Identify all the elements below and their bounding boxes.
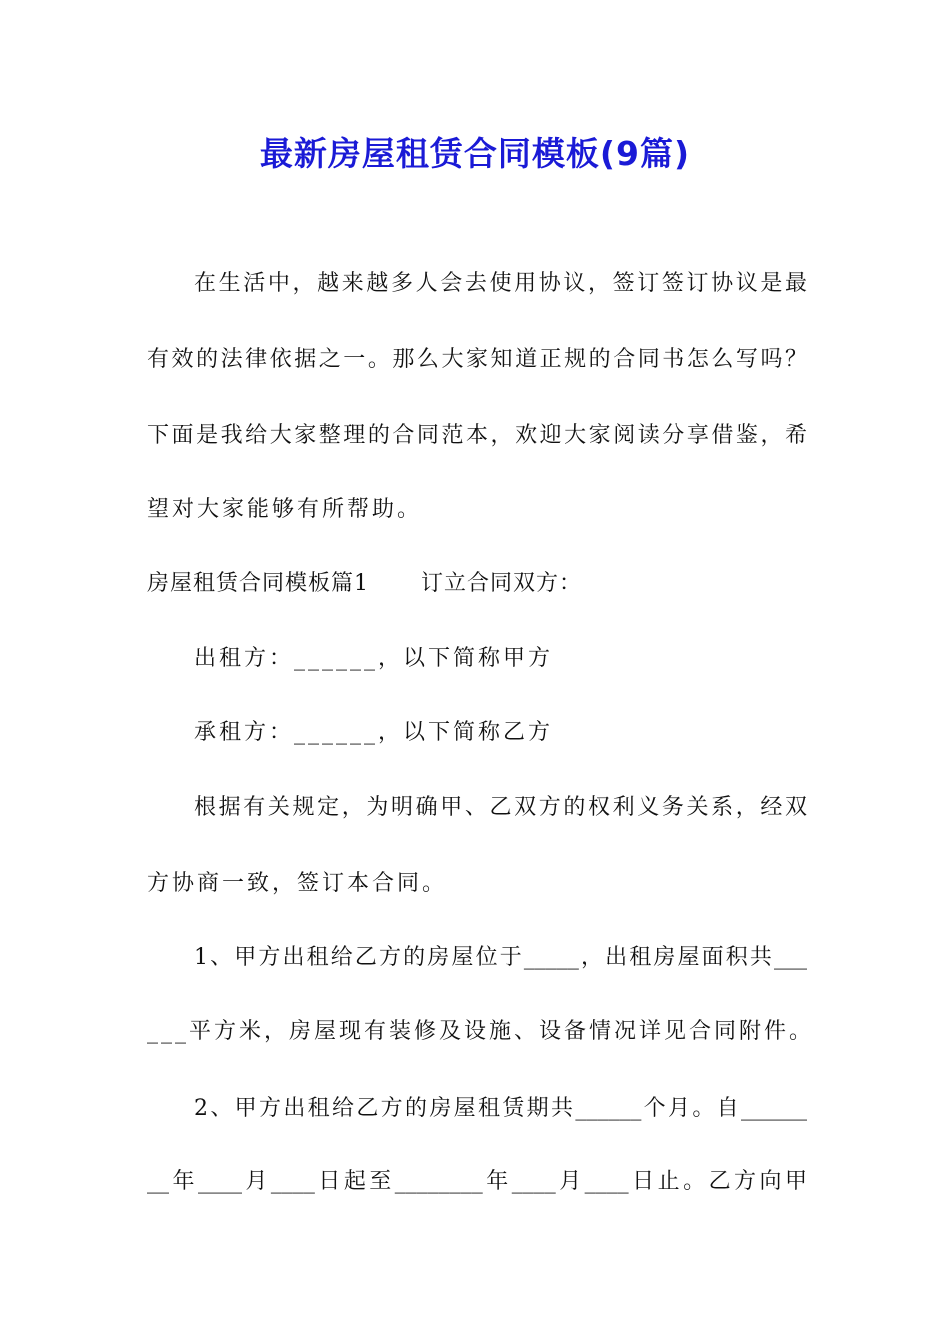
basis-line-2: 方协商一致，签订本合同。 [147, 871, 448, 896]
intro-line-1: 在生活中，越来越多人会去使用协议，签订签订协议是最 [194, 271, 807, 296]
intro-line-3: 下面是我给大家整理的合同范本，欢迎大家阅读分享借鉴，希 [147, 423, 807, 448]
intro-line-4: 望对大家能够有所帮助。 [147, 497, 423, 522]
clause2-line-2: __年____月____日起至________年____月____日止。乙方向甲 [147, 1169, 807, 1194]
basis-line-1: 根据有关规定，为明确甲、乙双方的权利义务关系，经双 [194, 795, 807, 820]
clause1-line-2: ___平方米，房屋现有装修及设施、设备情况详见合同附件。 [147, 1019, 815, 1044]
intro-line-2: 有效的法律依据之一。那么大家知道正规的合同书怎么写吗？ [147, 347, 807, 372]
lessee-line: 承租方：______，以下简称乙方 [194, 720, 554, 745]
section-subheading: 订立合同双方： [421, 571, 583, 596]
clause1-line-1: 1、甲方出租给乙方的房屋位于_____，出租房屋面积共___ [194, 945, 807, 970]
document-title: 最新房屋租赁合同模板(9篇) [259, 134, 691, 173]
clause2-line-1: 2、甲方出租给乙方的房屋租赁期共______个月。自______ [194, 1096, 807, 1121]
lessor-line: 出租方：______，以下简称甲方 [194, 646, 554, 671]
section-heading: 房屋租赁合同模板篇1 [147, 571, 369, 596]
section-heading-row [147, 568, 807, 600]
